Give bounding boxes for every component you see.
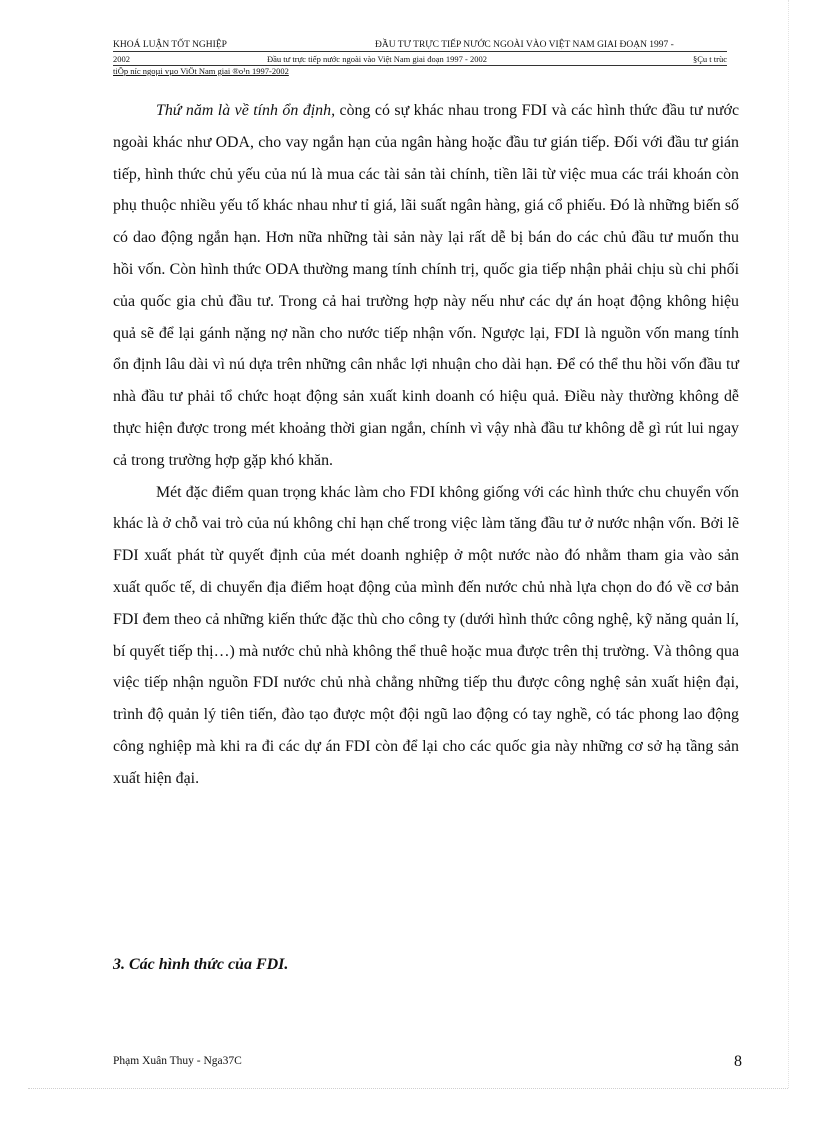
header-garbled-line: tiÕp níc ngoµi vµo ViÖt Nam giai ®o¹n 1997-2002 xyxy=(113,66,289,76)
running-header xyxy=(113,39,727,52)
page-border-bottom xyxy=(28,1088,788,1089)
paragraph-text: còng có sự khác nhau trong FDI và các hình thức đầu tư nước ngoài khác như ODA, cho vay ngắn hạn của ngân hàng hoặc đầu tư gián tiếp. Đối với đầu tư gián tiếp, hình thức chủ yếu của nú là mua các tài sản tài chính, tiền lãi từ việc mua các trái khoán còn phụ thuộc nhiều yếu tố khác nhau như tỉ giá, lãi suất ngân hàng, giá cổ phiếu. Đó là những biến số có dao động ngắn hạn. Hơn nữa những tài sản này lại rất dễ bị bán do các chủ đầu tư muốn thu hồi vốn. Còn hình thức ODA thường mang tính chính trị, quốc gia tiếp nhận phải chịu sù chi phối của quốc gia chủ đầu tư. Trong cả hai trường hợp này nếu như các dự án hoạt động không hiệu quả sẽ để lại gánh nặng nợ nần cho nước tiếp nhận vốn. Ngược lại, FDI là nguồn vốn mang tính ổn định lâu dài vì nú dựa trên những cân nhắc lợi nhuận cho dài hạn. Để có thể thu hồi vốn đầu tư nhà đầu tư phải tổ chức hoạt động sản xuất kinh doanh có hiệu quả. Điều này thường không dễ thực hiện được trong mét khoảng thời gian ngắn, chính vì vậy nhà đầu tư không dễ gì rút lui ngay cả trong trường hợp gặp khó khăn. xyxy=(113,102,739,469)
page-number: 8 xyxy=(734,1053,742,1070)
header-subtitle: Đầu tư trực tiếp nước ngoài vào Việt Nam giai đoạn 1997 - 2002 xyxy=(267,54,487,64)
page-border-right xyxy=(788,0,789,1088)
header-garbled-right: §Çu t trùc xyxy=(693,54,727,64)
document-body xyxy=(113,95,739,795)
paragraph-lead-italic: Thứ năm là về tính ổn định, xyxy=(156,102,336,119)
paragraph-fdi-feature: Mét đặc điểm quan trọng khác làm cho FDI không giống với các hình thức chu chuyển vốn khác là ở chỗ vai trò của nú không chỉ hạn chế trong việc làm tăng đầu tư ở nước nhận vốn. Bởi lẽ FDI xuất phát từ quyết định của mét doanh nghiệp ở một nước nào đó nhằm tham gia vào sản xuất quốc tế, di chuyển địa điểm hoạt động của mình đến nước chủ nhà lựa chọn do đó về cơ bản FDI đem theo cả những kiến thức đặc thù cho công ty (dưới hình thức công nghệ, kỹ năng quản lí, bí quyết tiếp thị…) mà nước chủ nhà không thể thuê hoặc mua được trên thị trường. Và thông qua việc tiếp nhận nguồn FDI nước chủ nhà chẳng những tiếp thu được công nghệ sản xuất hiện đại, trình độ quản lý tiên tiến, đào tạo được một đội ngũ lao động có tay nghề, có tác phong lao động công nghiệp mà khi ra đi các dự án FDI còn để lại cho các quốc gia này những cơ sở hạ tầng sản xuất hiện đại. xyxy=(113,483,739,787)
footer-author: Phạm Xuân Thuy - Nga37C xyxy=(113,1055,242,1067)
header-left-title: KHOÁ LUẬN TỐT NGHIỆP xyxy=(113,40,227,50)
header-right-title: ĐẦU TƯ TRỰC TIẾP NƯỚC NGOÀI VÀO VIỆT NAM GIAI ĐOẠN 1997 - xyxy=(375,40,674,50)
header-year: 2002 xyxy=(113,54,130,64)
section-heading: 3. Các hình thức của FDI. xyxy=(113,956,289,973)
paragraph-stability xyxy=(113,95,739,477)
running-header-second-line xyxy=(113,53,727,66)
